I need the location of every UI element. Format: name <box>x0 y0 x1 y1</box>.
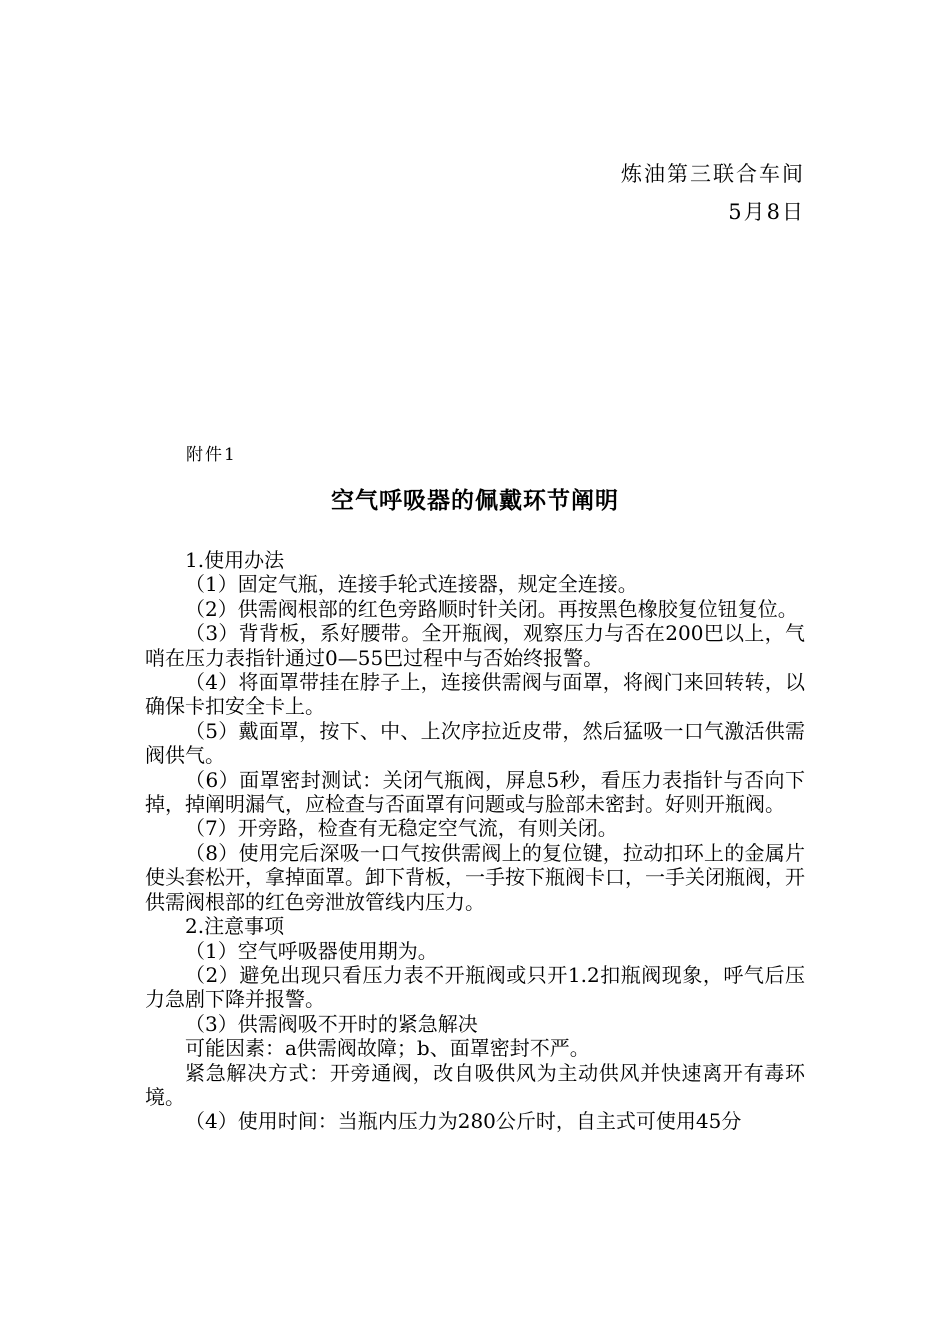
note-3: （3）供需阀吸不开时的紧急解决 <box>185 1011 478 1036</box>
document-title: 空气呼吸器的佩戴环节阐明 <box>331 488 619 514</box>
section-heading-usage: 1.使用办法 <box>185 548 285 572</box>
section-heading-notes: 2.注意事项 <box>185 914 285 939</box>
usage-step-3: （3）背背板，系好腰带。全开瓶阀，观察压力与否在200巴以上，气哨在压力表指针通过0—55巴过程中与否始终报警。 <box>145 621 805 670</box>
usage-step-5: （5）戴面罩，按下、中、上次序拉近皮带，然后猛吸一口气激活供需阀供气。 <box>145 718 805 768</box>
attachment-label: 附件1 <box>186 445 237 465</box>
note-3-causes: 可能因素：a供需阀故障；b、面罩密封不严。 <box>185 1036 590 1061</box>
usage-step-1: （1）固定气瓶，连接手轮式连接器，规定全连接。 <box>185 572 638 597</box>
note-3-solution: 紧急解决方式：开旁通阀，改自吸供风为主动供风并快速离开有毒环境。 <box>145 1060 805 1109</box>
usage-step-4: （4）将面罩带挂在脖子上，连接供需阀与面罩，将阀门来回转转，以确保卡扣安全卡上。 <box>145 670 805 719</box>
usage-step-6: （6）面罩密封测试：关闭气瓶阀，屏息5秒，看压力表指针与否向下掉，掉阐明漏气，应检查与否面罩有问题或与脸部未密封。好则开瓶阀。 <box>145 767 805 817</box>
signature-date: 5月8日 <box>728 200 805 224</box>
document-body <box>145 548 805 1134</box>
usage-step-7: （7）开旁路，检查有无稳定空气流，有则关闭。 <box>185 816 618 841</box>
note-2: （2）避免出现只看压力表不开瓶阀或只开1.2扣瓶阀现象，呼气后压力急剧下降并报警。 <box>145 962 805 1012</box>
note-1: （1）空气呼吸器使用期为。 <box>185 938 438 963</box>
usage-step-8: （8）使用完后深吸一口气按供需阀上的复位键，拉动扣环上的金属片使头套松开，拿掉面罩。卸下背板，一手按下瓶阀卡口，一手关闭瓶阀，开供需阀根部的红色旁泄放管线内压力。 <box>145 840 805 914</box>
note-4: （4）使用时间：当瓶内压力为280公斤时，自主式可使用45分 <box>185 1109 742 1134</box>
signature-organization: 炼油第三联合车间 <box>621 162 805 186</box>
usage-step-2: （2）供需阀根部的红色旁路顺时针关闭。再按黑色橡胶复位钮复位。 <box>185 596 798 621</box>
